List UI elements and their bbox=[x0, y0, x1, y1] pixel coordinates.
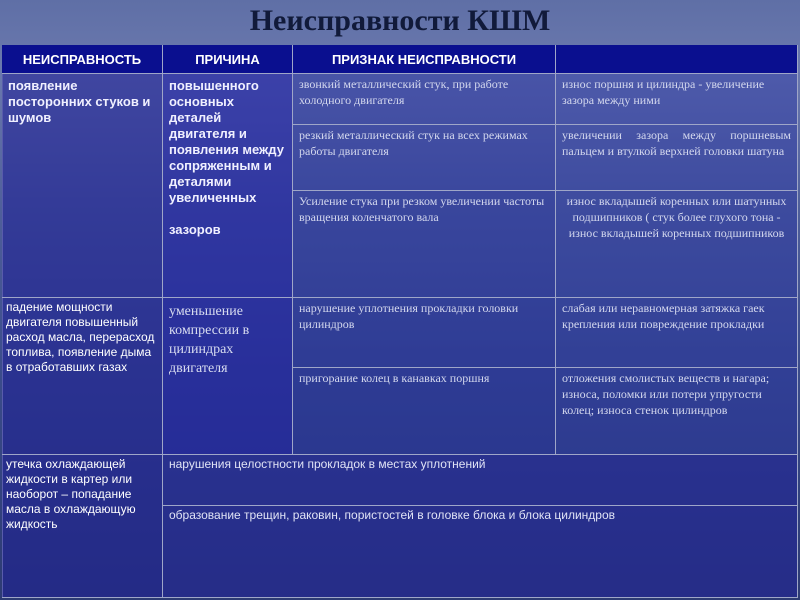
sign-wide-cell-3-2: образование трещин, раковин, пористостей в головке блока и блока цилиндров bbox=[163, 506, 798, 598]
symptom-cell-1-3: Усиление стука при резком увеличении частоты вращения коленчатого вала bbox=[293, 191, 556, 298]
page-title: Неисправности КШМ bbox=[249, 4, 551, 37]
reason-cell-2-1: слабая или неравномерная затяжка гаек крепления или повреждение прокладки bbox=[556, 298, 798, 368]
symptom-cell-2-1: нарушение уплотнения прокладки головки цилиндров bbox=[293, 298, 556, 368]
reason-cell-1-2: увеличении зазора между поршневым пальцем и втулкой верхней головки шатуна bbox=[556, 125, 798, 191]
sign-wide-cell-3-1: нарушения целостности прокладок в местах уплотнений bbox=[163, 455, 798, 506]
reason-cell-2-2: отложения смолистых веществ и нагара; износа, поломки или потери упругости колец; износа стенок цилиндров bbox=[556, 368, 798, 455]
symptom-cell-1-2: резкий металлический стук на всех режимах работы двигателя bbox=[293, 125, 556, 191]
reason-cell-1-1: износ поршня и цилиндра - увеличение зазора между ними bbox=[556, 74, 798, 125]
reason-cell-1-3: износ вкладышей коренных или шатунных подшипников ( стук более глухого тона - износ вкладышей коренных подшипников bbox=[556, 191, 798, 298]
symptom-cell-1-1: звонкий металлический стук, при работе холодного двигателя bbox=[293, 74, 556, 125]
cause-cell-1: повышенного основных деталей двигателя и появления между сопряженным и деталями увеличенных зазоров bbox=[163, 74, 293, 298]
header-empty bbox=[556, 45, 798, 74]
cause-cell-2: уменьшение компрессии в цилиндрах двигателя bbox=[163, 298, 293, 455]
header-sign: ПРИЗНАК НЕИСПРАВНОСТИ bbox=[293, 45, 556, 74]
fault-cell-3: утечка охлаждающей жидкости в картер или наоборот – попадание масла в охлаждающую жидкость bbox=[2, 455, 163, 598]
header-fault: НЕИСПРАВНОСТЬ bbox=[2, 45, 163, 74]
fault-cell-1: появление посторонних стуков и шумов bbox=[2, 74, 163, 298]
header-cause: ПРИЧИНА bbox=[163, 45, 293, 74]
fault-cell-2: падение мощности двигателя повышенный расход масла, перерасход топлива, появление дыма в отработавших газах bbox=[2, 298, 163, 455]
symptom-cell-2-2: пригорание колец в канавках поршня bbox=[293, 368, 556, 455]
